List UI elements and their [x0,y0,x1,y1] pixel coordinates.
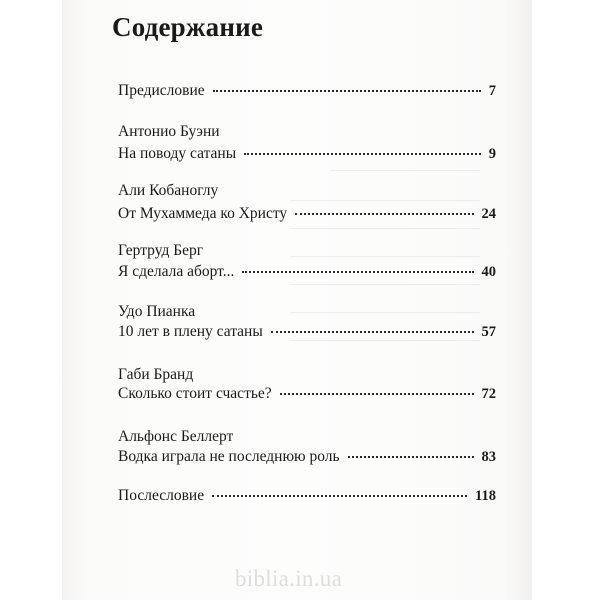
toc-entry-title: На поводу сатаны [118,145,237,162]
toc-page-number: 24 [481,206,496,222]
toc-entry-author: Габи Бранд [118,366,194,383]
toc-entry-author: Антонио Буэни [118,123,220,140]
dot-leader [280,393,474,395]
dot-leader [242,271,473,273]
toc-entry-title: Сколько стоит счастье? [118,385,272,402]
toc-page-number: 57 [481,324,496,340]
toc-entry-author: Альфонс Беллерт [118,428,234,445]
toc-entry-title: Водка играла не последнюю роль [118,448,340,465]
toc-entry-preface[interactable] [118,82,496,106]
toc-entry-title: Я сделала аборт... [118,263,235,280]
toc-page-number: 83 [481,449,496,465]
dot-leader [212,495,467,497]
toc-entry-title: Предисловие [118,82,205,99]
toc-entry[interactable] [118,385,496,409]
toc-entry[interactable] [118,145,496,169]
toc-page-number: 7 [488,83,496,99]
dot-leader [213,90,481,92]
dot-leader [295,213,473,215]
page-title: Содержание [112,12,264,42]
dot-leader [271,331,474,333]
dot-leader [348,456,474,458]
toc-page-number: 72 [481,386,496,402]
toc-entry-afterword[interactable] [118,487,496,511]
toc-entry-author: Али Кобаноглу [118,182,219,199]
toc-entry-title: Послесловие [118,487,205,504]
toc-entry-title: 10 лет в плену сатаны [118,323,263,340]
toc-entry-author: Удо Пианка [118,303,196,320]
toc-entry-author: Гертруд Берг [118,242,204,259]
dot-leader [244,153,481,155]
site-watermark: biblia.in.ua [235,566,343,591]
toc-page-number: 9 [488,146,496,162]
toc-entry-title: От Мухаммеда ко Христу [118,205,288,222]
toc-page-number: 40 [481,264,496,280]
toc-entry[interactable] [118,448,496,472]
toc-page-number: 118 [475,488,496,504]
